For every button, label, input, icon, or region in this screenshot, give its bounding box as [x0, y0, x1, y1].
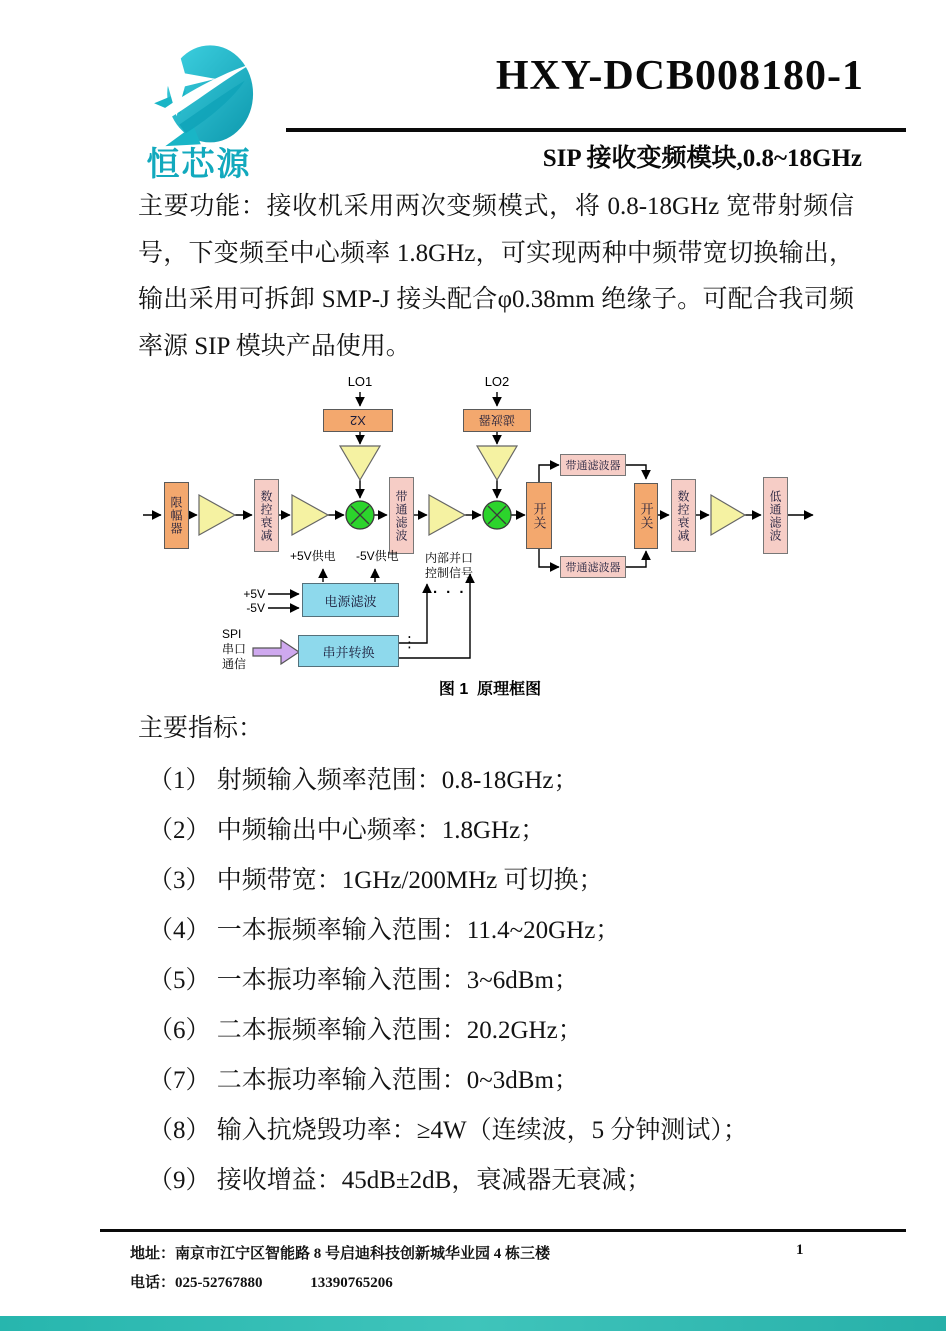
lo1-label: LO1 — [347, 374, 373, 389]
spec-item: （2） 中频输出中心频率：1.8GHz； — [148, 817, 546, 844]
spec-item: （4） 一本振频率输入范围：11.4~20GHz； — [148, 917, 621, 944]
amplifier-icon — [199, 495, 235, 535]
lo2-filter-block: 滤波器 — [463, 409, 531, 432]
page-number: 1 — [796, 1242, 804, 1258]
specs-list — [148, 756, 868, 1206]
spec-item: （9） 接收增益：45dB±2dB，衰减器无衰减； — [148, 1167, 652, 1194]
document-subtitle: SIP 接收变频模块,0.8~18GHz — [542, 145, 862, 172]
dca2-block: 数控衰减 — [671, 479, 696, 552]
switch2-block: 开关 — [634, 483, 658, 549]
lpf-block: 低通滤波 — [763, 477, 788, 554]
p5v-input-label: +5V — [243, 587, 265, 601]
spec-item: （3） 中频带宽：1GHz/200MHz 可切换； — [148, 867, 604, 894]
switch1-block: 开关 — [526, 482, 552, 549]
footer-address: 地址：南京市江宁区智能路 8 号启迪科技创新城华业园 4 栋三楼 — [130, 1246, 551, 1262]
header-divider — [286, 128, 906, 132]
spec-item: （1） 射频输入频率范围：0.8-18GHz； — [148, 767, 579, 794]
parallel-ctrl-label: 内部并口 控制信号 — [425, 551, 474, 580]
bpf-bottom-block: 带通滤波器 — [560, 556, 626, 578]
amplifier-icon — [292, 495, 328, 535]
block-diagram — [135, 372, 835, 704]
lo2-amplifier-icon — [477, 446, 517, 480]
spec-item: （6） 二本振频率输入范围：20.2GHz； — [148, 1017, 583, 1044]
dca1-block: 数控衰减 — [254, 479, 279, 552]
lo1-amplifier-icon — [340, 446, 380, 480]
serial-parallel-block: 串并转换 — [298, 635, 399, 667]
figure-caption: 图 1 原理框图 — [438, 681, 542, 698]
amplifier-icon — [711, 495, 745, 535]
spec-item: （8） 输入抗烧毁功率：≥4W（连续波，5 分钟测试）； — [148, 1117, 748, 1144]
p5v-supply-label: +5V供电 — [290, 549, 336, 563]
spec-item: （7） 二本振功率输入范围：0~3dBm； — [148, 1067, 579, 1094]
vertical-dots: ⋮ — [402, 634, 417, 651]
lo2-label: LO2 — [484, 374, 510, 389]
bottom-teal-bar — [0, 1316, 946, 1331]
limiter-block: 限幅器 — [164, 482, 189, 549]
footer-divider — [100, 1229, 906, 1232]
specs-heading: 主要指标： — [138, 715, 264, 742]
n5v-supply-label: -5V供电 — [356, 549, 399, 563]
spec-item: （5） 一本振功率输入范围：3~6dBm； — [148, 967, 579, 994]
spi-arrow-icon — [253, 640, 299, 664]
ellipsis-dots: · · · — [433, 584, 467, 601]
n5v-input-label: -5V — [246, 601, 265, 615]
power-filter-block: 电源滤波 — [302, 583, 399, 617]
bpf1-block: 带通滤波 — [389, 477, 414, 554]
footer-phone: 电话：025-52767880 13390765206 — [130, 1275, 393, 1291]
multiplier-x2-block: X2 — [323, 409, 393, 432]
amplifier-icon — [429, 495, 465, 535]
bpf-top-block: 带通滤波器 — [560, 454, 626, 476]
document-number: HXY-DCB008180-1 — [495, 53, 864, 99]
main-function-paragraph: 主要功能：接收机采用两次变频模式，将 0.8-18GHz 宽带射频信号，下变频至中心频率 1.8GHz，可实现两种中频带宽切换输出，输出采用可拆卸 SMP-J 接头配合φ0.38mm 绝缘子。可配合我司频率源 SIP 模块产品使用。 — [138, 193, 854, 360]
company-name: 恒芯源 — [146, 145, 252, 182]
spi-label: SPI 串口 通信 — [222, 627, 247, 671]
